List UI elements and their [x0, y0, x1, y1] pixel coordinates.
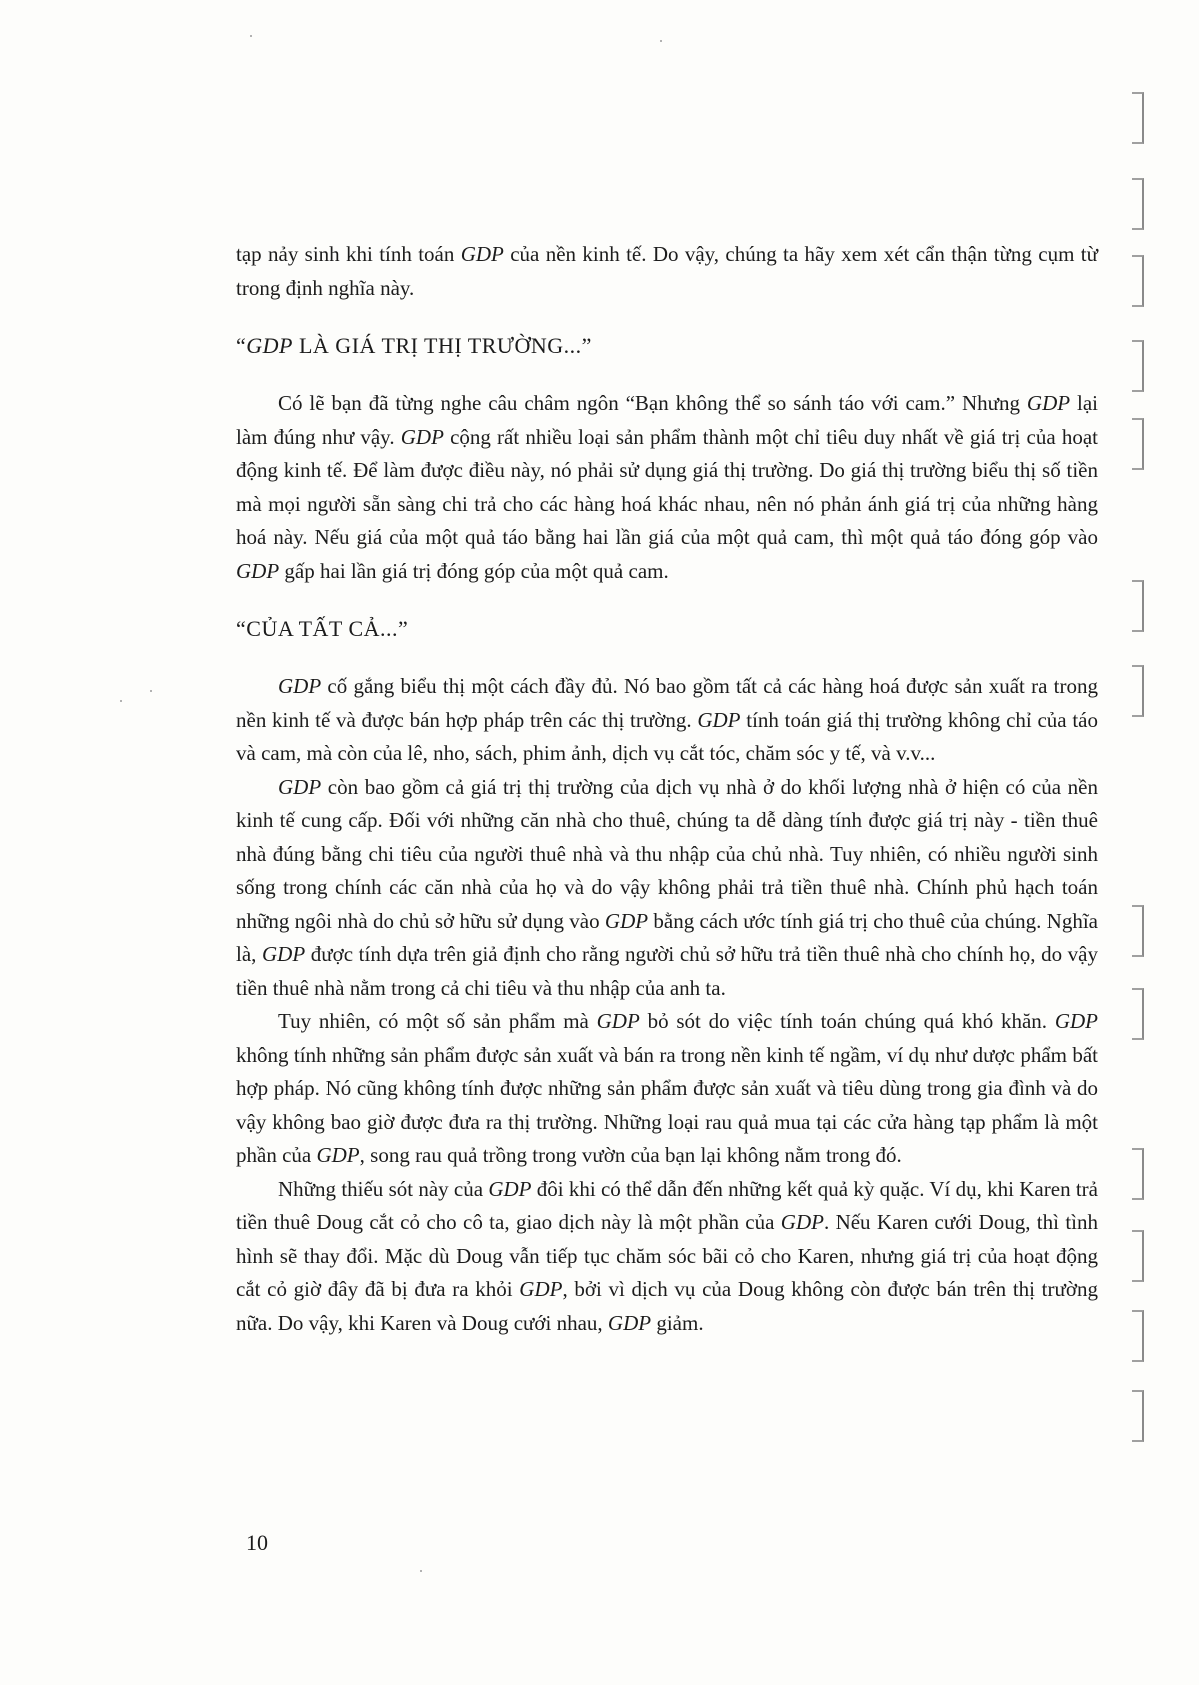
paragraph-3: GDP cố gắng biểu thị một cách đầy đủ. Nó bao gồm tất cả các hàng hoá được sản xuất ra trong nền kinh tế và được bán hợp pháp trên các thị trường. GDP tính toán giá thị trường không chỉ của táo và cam, mà còn của lê, nho, sách, phim ảnh, dịch vụ cắt tóc, chăm sóc y tế, và v.v...: [236, 674, 1099, 765]
paragraph-2: Có lẽ bạn đã từng nghe câu châm ngôn “Bạn không thể so sánh táo với cam.” Nhưng GDP lại làm đúng như vậy. GDP cộng rất nhiều loại sản phẩm thành một chỉ tiêu duy nhất về giá trị của hoạt động kinh tế. Để làm được điều này, nó phải sử dụng giá thị trường. Do giá thị trường biểu thị số tiền mà mọi người sẵn sàng chi trả cho các hàng hoá khác nhau, nên nó phản ánh giá trị của những hàng hoá này. Nếu giá của một quả táo bằng hai lần giá của một quả cam, thì một quả táo đóng góp vào GDP gấp hai lần giá trị đóng góp của một quả cam.: [236, 391, 1098, 583]
binding-mark: [1132, 988, 1144, 1040]
text-column: [236, 238, 1098, 1340]
binding-mark: [1132, 1230, 1144, 1282]
binding-mark: [1132, 92, 1144, 144]
scan-speck: [250, 35, 252, 37]
paragraph-5: Tuy nhiên, có một số sản phẩm mà GDP bỏ sót do việc tính toán chúng quá khó khăn. GDP không tính những sản phẩm được sản xuất và bán ra trong nền kinh tế ngầm, ví dụ như dược phẩm bất hợp pháp. Nó cũng không tính được những sản phẩm được sản xuất và tiêu dùng trong gia đình và do vậy không bao giờ được đưa ra thị trường. Những loại rau quả mua tại các cửa hàng tạp phẩm là một phần của GDP, song rau quả trồng trong vườn của bạn lại không nằm trong đó.: [236, 1009, 1098, 1167]
binding-mark: [1132, 418, 1144, 470]
binding-mark: [1132, 905, 1144, 957]
scan-speck: [420, 1570, 422, 1572]
binding-mark: [1132, 580, 1144, 632]
scan-speck: [120, 700, 122, 702]
binding-mark: [1132, 1310, 1144, 1362]
section-heading-market-value: “GDP LÀ GIÁ TRỊ THỊ TRƯỜNG...”: [236, 333, 592, 358]
scan-speck: [150, 690, 152, 692]
binding-mark: [1132, 1390, 1144, 1442]
binding-mark: [1132, 665, 1144, 717]
page-number: 10: [246, 1530, 268, 1555]
binding-mark: [1132, 340, 1144, 392]
scan-speck: [660, 40, 662, 42]
paragraph-4: GDP còn bao gồm cả giá trị thị trường của dịch vụ nhà ở do khối lượng nhà ở hiện có của nền kinh tế cung cấp. Đối với những căn nhà cho thuê, chúng ta dễ dàng tính được giá trị này - tiền thuê nhà đúng bằng chi tiêu của người thuê nhà và thu nhập của chủ nhà. Tuy nhiên, có nhiều người sinh sống trong chính các căn nhà của họ và do vậy không phải trả tiền thuê nhà. Chính phủ hạch toán những ngôi nhà do chủ sở hữu sử dụng vào GDP bằng cách ước tính giá trị cho thuê của chúng. Nghĩa là, GDP được tính dựa trên giả định cho rằng người chủ sở hữu trả tiền thuê nhà cho chính họ, do vậy tiền thuê nhà nằm trong cả chi tiêu và thu nhập của anh ta.: [236, 774, 1098, 1000]
section-heading-of-all: “CỦA TẤT CẢ...”: [236, 616, 409, 641]
binding-mark: [1132, 255, 1144, 307]
binding-mark: [1132, 1148, 1144, 1200]
binding-mark: [1132, 178, 1144, 230]
paragraph-1: tạp nảy sinh khi tính toán GDP của nền kinh tế. Do vậy, chúng ta hãy xem xét cẩn thận từng cụm từ trong định nghĩa này.: [236, 242, 1098, 300]
paragraph-6: Những thiếu sót này của GDP đôi khi có thể dẫn đến những kết quả kỳ quặc. Ví dụ, khi Karen trả tiền thuê Doug cắt cỏ cho cô ta, giao dịch này là một phần của GDP. Nếu Karen cưới Doug, thì tình hình sẽ thay đổi. Mặc dù Doug vẫn tiếp tục chăm sóc bãi cỏ cho Karen, nhưng giá trị của hoạt động cắt cỏ giờ đây đã bị đưa ra khỏi GDP, bởi vì dịch vụ của Doug không còn được bán trên thị trường nữa. Do vậy, khi Karen và Doug cưới nhau, GDP giảm.: [236, 1176, 1098, 1335]
